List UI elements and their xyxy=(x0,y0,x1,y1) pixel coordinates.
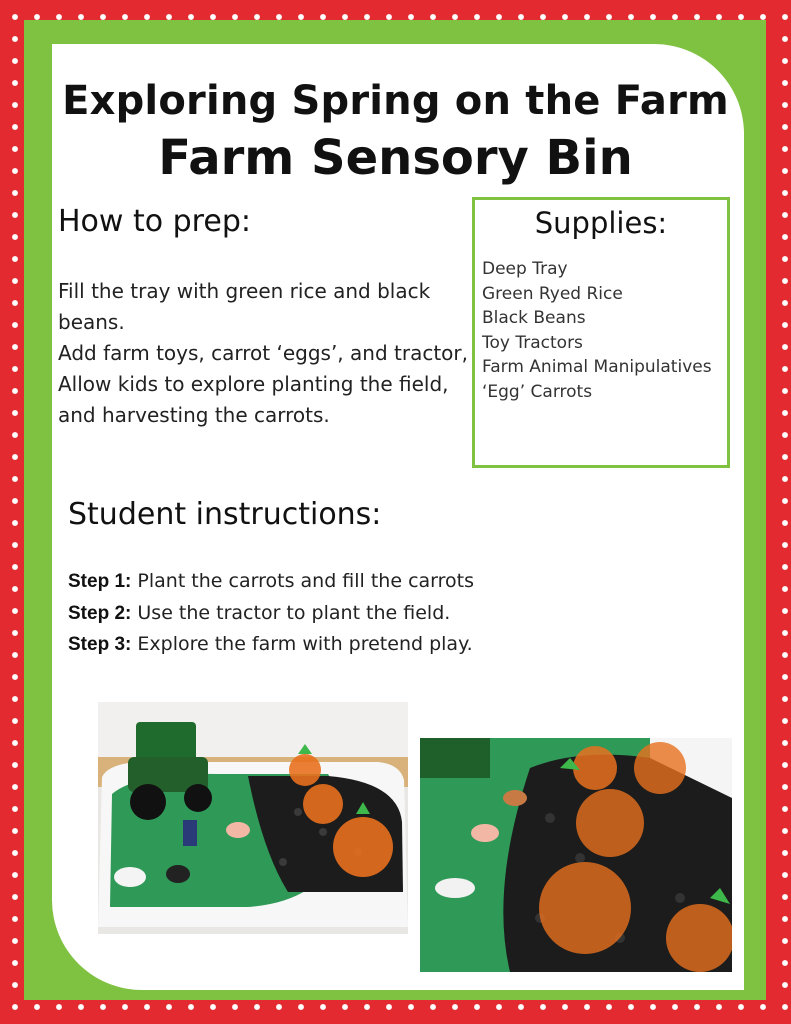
sensory-bin-photo-1 xyxy=(98,702,408,934)
prep-line: Fill the tray with green rice and black beans. xyxy=(58,279,431,334)
supply-item: Deep Tray xyxy=(482,259,568,279)
photo-illustration-2 xyxy=(420,738,732,972)
page-subtitle: Farm Sensory Bin xyxy=(158,130,633,186)
sensory-bin-photo-2 xyxy=(420,738,732,972)
supply-item: ‘Egg’ Carrots xyxy=(482,381,593,402)
instructions-heading: Student instructions: xyxy=(68,497,382,532)
step-text: Plant the carrots and fill the carrots xyxy=(131,570,475,592)
steps-list xyxy=(68,566,474,661)
supply-item: Black Beans xyxy=(482,308,586,329)
supply-item: Toy Tractors xyxy=(482,332,583,353)
prep-line: Add farm toys, carrot ‘eggs’, and tractor, xyxy=(58,341,468,365)
supplies-list xyxy=(482,257,712,405)
prep-heading: How to prep: xyxy=(58,204,251,239)
step-label: Step 1: xyxy=(68,571,132,592)
supplies-box xyxy=(472,197,730,468)
supply-item: Farm Animal Manipulatives xyxy=(482,357,712,378)
step-label: Step 2: xyxy=(68,602,132,624)
step-text: Use the tractor to plant the field. xyxy=(131,601,451,624)
prep-instructions xyxy=(58,276,474,431)
page-title: Exploring Spring on the Farm xyxy=(62,78,729,124)
supplies-heading: Supplies: xyxy=(534,206,668,240)
step-label: Step 3: xyxy=(68,634,132,655)
photo-illustration-1 xyxy=(98,702,408,934)
prep-line: Allow kids to explore planting the field, and harvesting the carrots. xyxy=(58,372,449,427)
step-text: Explore the farm with pretend play. xyxy=(131,633,473,655)
step-1 xyxy=(68,566,474,598)
step-3 xyxy=(68,629,474,661)
step-2 xyxy=(68,598,474,630)
supply-item: Green Ryed Rice xyxy=(482,283,623,304)
